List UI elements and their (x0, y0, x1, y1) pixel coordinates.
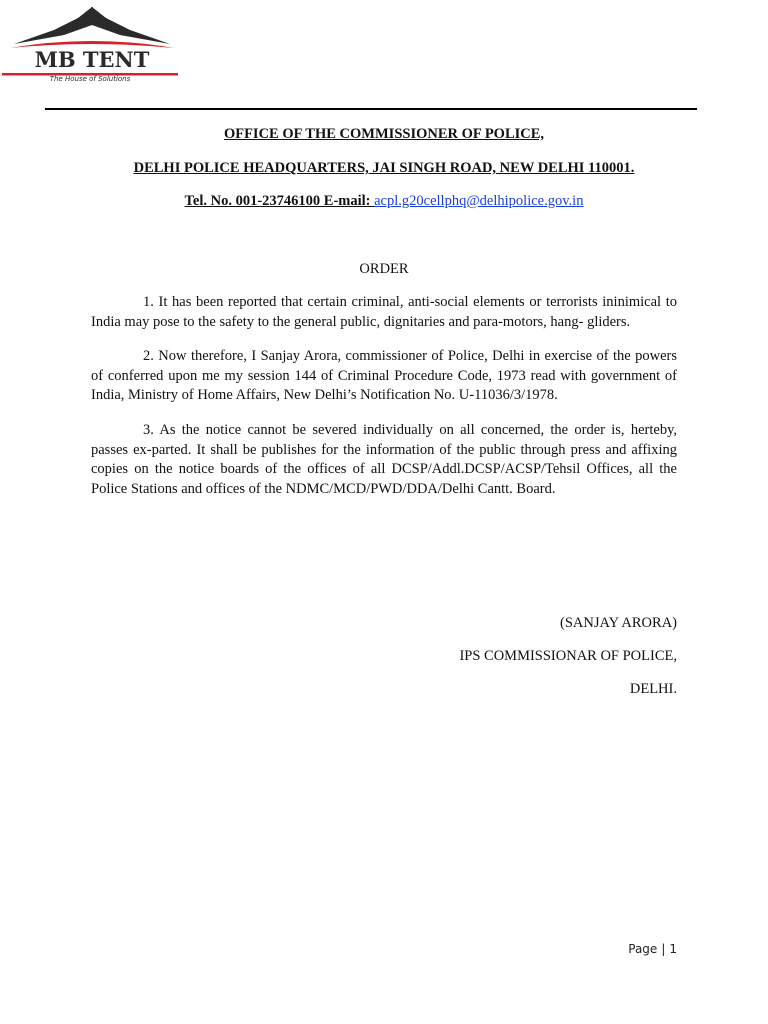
contact-line (0, 193, 768, 210)
page-label: Page (628, 942, 658, 956)
signatory-designation: IPS COMMISSIONAR OF POLICE, (459, 648, 677, 664)
logo-tagline-text: The House of Solutions (49, 75, 131, 83)
mb-tent-logo-graphic (0, 4, 182, 84)
order-paragraph-2: 2. Now therefore, I Sanjay Arora, commissioner of Police, Delhi in exercise of the powers of conferred upon me my session 144 of Criminal Procedure Code, 1973 read with government of India, Ministry of Home Affairs, New Delhi’s Notification No. U-11036/3/1978. (91, 348, 677, 404)
signatory-name: (SANJAY ARORA) (560, 615, 677, 631)
signatory-place: DELHI. (629, 681, 677, 697)
office-address: DELHI POLICE HEADQUARTERS, JAI SINGH ROAD, NEW DELHI 110001. (133, 160, 635, 176)
page-number: 1 (669, 942, 677, 956)
logo-brand-text: MB TENT (34, 47, 150, 72)
header-divider (45, 108, 697, 110)
telephone-label: Tel. No. 001-23746100 E-mail: (184, 193, 371, 209)
email-link[interactable]: acpl.g20cellphq@delhipolice.gov.in (374, 193, 584, 209)
order-title: ORDER (359, 261, 409, 277)
page-separator: | (661, 942, 666, 956)
company-logo (0, 4, 182, 84)
page-footer (628, 942, 677, 956)
order-paragraph-3: 3. As the notice cannot be severed individually on all concerned, the order is, herteby, passes ex-parted. It shall be publishes for the information of the public through press and affixing copies on the notice boards of the offices of all DCSP/Addl.DCSP/ACSP/Tehsil Offices, all the Police Stations and offices of the NDMC/MCD/PWD/DDA/Delhi Cantt. Board. (91, 422, 677, 497)
office-title: OFFICE OF THE COMMISSIONER OF POLICE, (223, 126, 545, 142)
order-paragraph-1: 1. It has been reported that certain criminal, anti-social elements or terrorists ininimical to India may pose to the safety to the general public, dignitaries and para-motors, hang- gliders. (91, 294, 677, 330)
